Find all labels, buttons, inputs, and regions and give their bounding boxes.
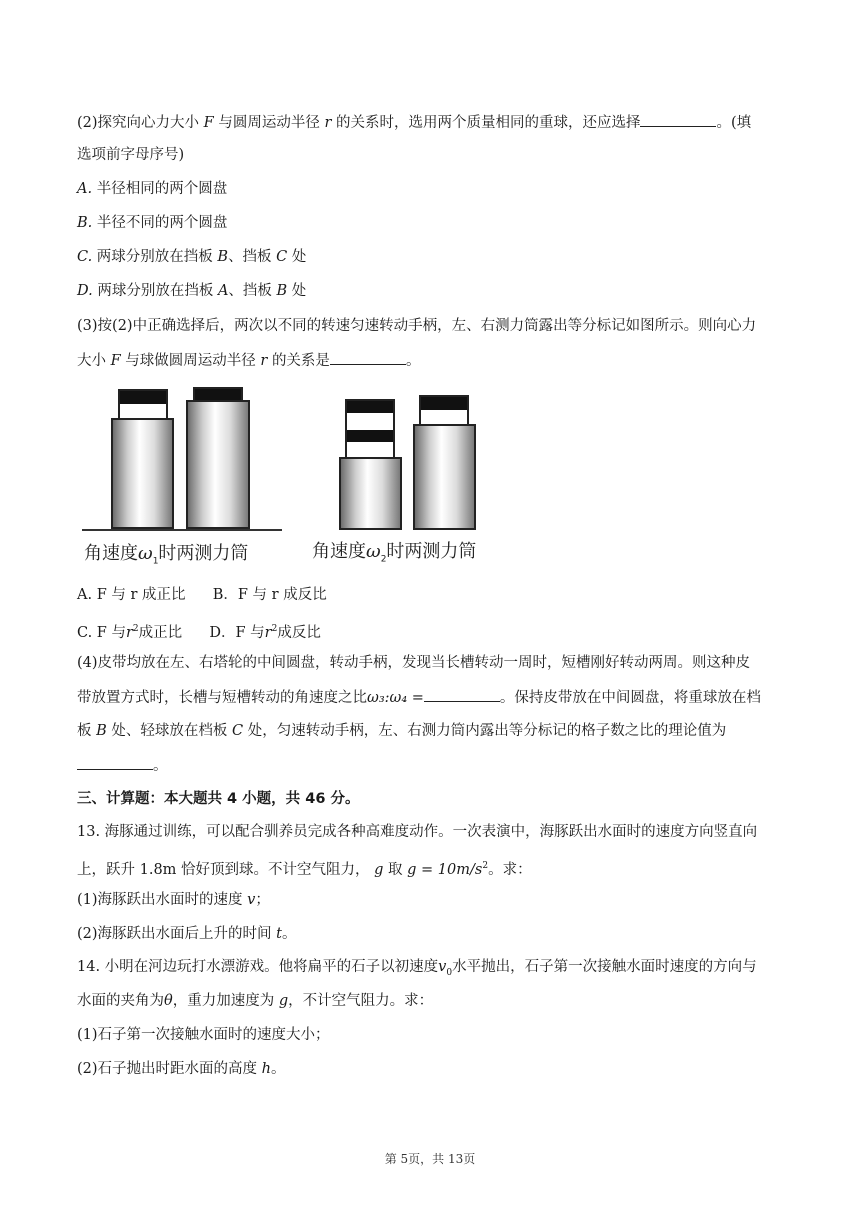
option-a: A. 半径相同的两个圆盘: [77, 181, 228, 197]
answer-blank: [424, 687, 500, 702]
q12-part4-line1: (4)皮带均放在左、右塔轮的中间圆盘，转动手柄，发现当长槽转动一周时，短槽刚好转动两周。则这种皮: [77, 655, 751, 671]
figure-caption-omega1: 角速度$\omega_1$时两测力筒: [84, 543, 249, 567]
q12-part3-line1: (3)按(2)中正确选择后，两次以不同的转速匀速转动手柄，左、右测力筒露出等分标记如图所示。则向心力: [77, 318, 757, 334]
q13-line2: 上，跃升 1.8m 恰好顶到球。不计空气阻力， g 取 $g = 10m/s^2$。求：: [77, 861, 532, 878]
option-c: C. 两球分别放在挡板 B、挡板 C 处: [77, 249, 307, 265]
choices-cd: [77, 619, 321, 643]
q12-part2-line2: 选项前字母序号): [77, 147, 185, 163]
option-d: D. 两球分别放在挡板 A、挡板 B 处: [77, 283, 307, 299]
q12-part3-line2: 大小 F 与球做圆周运动半径 r 的关系是 。: [77, 350, 420, 371]
q14-line2: 水面的夹角为θ，重力加速度为 g，不计空气阻力。求：: [77, 993, 434, 1009]
q13-sub2: (2)海豚跃出水面后上升的时间 t。: [77, 926, 297, 942]
answer-blank: [640, 112, 716, 127]
right-force-cylinder: [413, 424, 476, 530]
q12-part4-line3: 板 B 处、轻球放在档板 C 处，匀速转动手柄，左、右测力筒内露出等分标记的格子数之比的理论值为: [77, 723, 727, 739]
choice-a: A. F 与 r 成正比: [77, 587, 186, 603]
q14-line1: 14. 小明在河边玩打水漂游戏。他将扁平的石子以初速度$v_0$水平抛出，石子第一次接触水面时速度的方向与: [77, 959, 757, 978]
choice-c: C. F 与$r^2$成正比: [77, 624, 183, 641]
right-force-cylinder: [186, 400, 250, 529]
q14-sub2: (2)石子抛出时距水面的高度 h。: [77, 1061, 286, 1077]
scale-mark: [118, 389, 168, 421]
q12-part2-line1: (2)探究向心力大小 F 与圆周运动半径 r 的关系时，选用两个质量相同的重球，还应选择 。(填: [77, 112, 751, 133]
option-b: B. 半径不同的两个圆盘: [77, 215, 228, 231]
answer-blank: [330, 350, 406, 365]
figure-caption-omega2: 角速度$\omega_2$时两测力筒: [312, 541, 477, 565]
scale-mark: [345, 399, 395, 461]
page-footer: 第 5页，共 13页: [384, 1152, 476, 1166]
choices-ab: [77, 585, 327, 605]
choice-b: B．F 与 r 成反比: [212, 587, 327, 603]
answer-blank: [77, 755, 153, 770]
scale-mark: [419, 395, 469, 427]
q12-part4-line4: 。: [77, 755, 168, 776]
q12-part4-line2: 带放置方式时，长槽与短槽转动的角速度之比ω₃:ω₄ = 。保持皮带放在中间圆盘，将重球放在档: [77, 687, 761, 708]
choice-d: D．F 与$r^2$成反比: [209, 624, 321, 641]
left-force-cylinder: [339, 457, 402, 530]
q14-sub1: (1)石子第一次接触水面时的速度大小；: [77, 1027, 330, 1043]
section-title: 三、计算题：本大题共 4 小题，共 46 分。: [77, 791, 360, 807]
left-force-cylinder: [111, 418, 174, 529]
q13-sub1: (1)海豚跃出水面时的速度 v；: [77, 892, 270, 908]
q13-line1: 13. 海豚通过训练，可以配合驯养员完成各种高难度动作。一次表演中，海豚跃出水面时的速度方向竖直向: [77, 824, 758, 840]
